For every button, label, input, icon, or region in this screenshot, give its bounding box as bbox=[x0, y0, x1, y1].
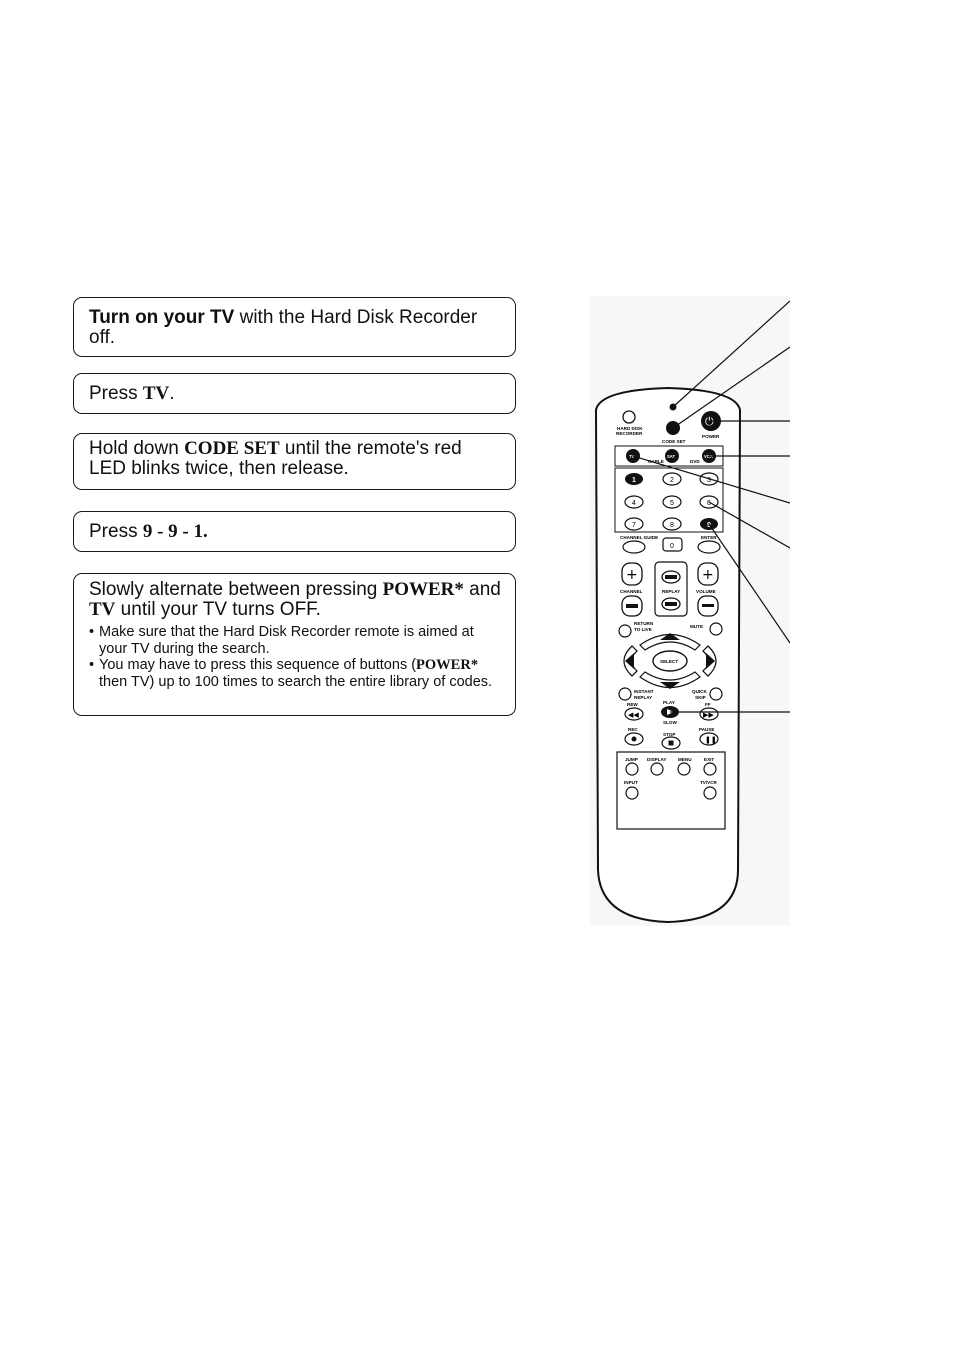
note-2-key: POWER* bbox=[416, 657, 479, 673]
code-set-label: CODE SET bbox=[662, 439, 686, 444]
step-4-post: . bbox=[203, 521, 208, 542]
step-2-key: TV bbox=[142, 383, 170, 404]
menu-label: MENU bbox=[678, 757, 692, 762]
note-2-pre: You may have to press this sequence of buttons ( bbox=[99, 657, 417, 673]
rew-icon: ◀◀ bbox=[628, 711, 639, 719]
replay-icon bbox=[665, 602, 677, 606]
input-label: INPUT bbox=[624, 780, 638, 785]
quick-label: QUICK bbox=[692, 689, 707, 694]
quick-skip-button[interactable] bbox=[710, 688, 722, 700]
digit-1-label: 1 bbox=[632, 477, 636, 484]
step-5-key-power: POWER* bbox=[382, 579, 464, 600]
slow-label: SLOW bbox=[663, 720, 677, 725]
return-to-live-button[interactable] bbox=[619, 625, 631, 637]
step-4-box bbox=[73, 511, 516, 552]
rew-label: REW bbox=[627, 702, 638, 707]
note-item bbox=[89, 657, 503, 690]
jump-button[interactable] bbox=[626, 763, 638, 775]
enter-button[interactable] bbox=[698, 541, 720, 553]
enter-label: ENTER bbox=[701, 535, 717, 540]
channel-guide-button[interactable] bbox=[623, 541, 645, 553]
note-2-post: then TV) up to 100 times to search the entire library of codes. bbox=[99, 673, 493, 690]
step-2-box bbox=[73, 373, 516, 414]
step-5-pre: Slowly alternate between pressing bbox=[89, 579, 383, 600]
note-item bbox=[89, 624, 503, 657]
cable-label: CABLE bbox=[648, 459, 664, 464]
sat-button-label: SAT bbox=[667, 454, 676, 459]
instant-replay-label: REPLAY bbox=[634, 695, 653, 700]
step-5-notes bbox=[89, 624, 503, 690]
digit-6-label: 6 bbox=[707, 500, 711, 507]
channel-guide-label: CHANNEL GUIDE bbox=[620, 535, 659, 540]
back-icon bbox=[665, 575, 677, 579]
play-label: PLAY bbox=[663, 700, 675, 705]
step-1-lead: Turn on your TV bbox=[89, 307, 235, 328]
step-3-box bbox=[73, 433, 516, 490]
replay-label: REPLAY bbox=[662, 589, 681, 594]
step-4-pre: Press bbox=[89, 521, 143, 542]
hdr-button[interactable] bbox=[623, 411, 635, 423]
rec-icon bbox=[632, 737, 637, 742]
step-3-post: until the remote's red LED blinks twice, then release. bbox=[89, 438, 462, 479]
digit-9-label: 9 bbox=[707, 522, 711, 529]
channel-down-icon bbox=[626, 604, 638, 608]
dvd-label: DVD bbox=[690, 459, 700, 464]
ff-label: FF bbox=[705, 702, 711, 707]
tv-vcr-button[interactable] bbox=[704, 787, 716, 799]
tv-vcr-label: TV/VCR bbox=[700, 780, 717, 785]
skip-label: SKIP bbox=[695, 695, 706, 700]
power-label: POWER bbox=[702, 434, 720, 439]
step-2-pre: Press bbox=[89, 383, 143, 404]
select-label: SELECT bbox=[660, 659, 679, 664]
stop-label: STOP bbox=[663, 732, 676, 737]
digit-0-label: 0 bbox=[670, 543, 674, 550]
pause-icon: ❚❚ bbox=[705, 736, 717, 744]
step-1-box bbox=[73, 297, 516, 357]
digit-4-label: 4 bbox=[632, 500, 636, 507]
vcr-button-label: VCR bbox=[704, 454, 713, 459]
digit-5-label: 5 bbox=[670, 500, 674, 507]
remote-illustration bbox=[590, 296, 790, 926]
mute-button[interactable] bbox=[710, 623, 722, 635]
step-4-key: 9 - 9 - 1 bbox=[142, 521, 204, 542]
instant-label: INSTANT bbox=[634, 689, 654, 694]
input-button[interactable] bbox=[626, 787, 638, 799]
note-1-text: Make sure that the Hard Disk Recorder remote is aimed at your TV during the search. bbox=[99, 624, 474, 657]
ff-icon: ▶▶ bbox=[703, 711, 714, 719]
channel-label: CHANNEL bbox=[620, 589, 643, 594]
mute-label: MUTE bbox=[690, 624, 704, 629]
to-live-label: TO LIVE bbox=[634, 627, 652, 632]
step-5-instruction bbox=[89, 580, 503, 620]
digit-3-label: 3 bbox=[707, 477, 711, 484]
channel-up-icon: + bbox=[626, 567, 638, 583]
display-label: DISPLAY bbox=[647, 757, 667, 762]
display-button[interactable] bbox=[651, 763, 663, 775]
digit-7-label: 7 bbox=[632, 522, 636, 529]
volume-label: VOLUME bbox=[696, 589, 716, 594]
step-2-post: . bbox=[169, 383, 175, 404]
volume-up-icon: + bbox=[702, 567, 714, 583]
step-5-key-tv: TV bbox=[89, 599, 116, 620]
step-3-pre: Hold down bbox=[89, 438, 185, 459]
step-5-mid: and bbox=[463, 579, 501, 600]
step-3-key: CODE SET bbox=[184, 438, 280, 459]
power-icon: ⏻ bbox=[705, 415, 714, 428]
step-5-box bbox=[73, 573, 516, 716]
digit-8-label: 8 bbox=[670, 522, 674, 529]
hdr-label-1: HARD DISK bbox=[617, 426, 643, 431]
exit-label: EXIT bbox=[704, 757, 715, 762]
exit-button[interactable] bbox=[704, 763, 716, 775]
tv-button-label: TV bbox=[629, 454, 635, 459]
rec-label: REC bbox=[628, 727, 638, 732]
pause-label: PAUSE bbox=[699, 727, 715, 732]
menu-button[interactable] bbox=[678, 763, 690, 775]
stop-icon bbox=[669, 741, 674, 746]
volume-down-icon bbox=[702, 604, 714, 607]
step-1-text: with the Hard Disk Recorder off. bbox=[89, 307, 478, 348]
return-label: RETURN bbox=[634, 621, 654, 626]
digit-2-label: 2 bbox=[670, 477, 674, 484]
jump-label: JUMP bbox=[625, 757, 638, 762]
instant-replay-button[interactable] bbox=[619, 688, 631, 700]
step-5-post: until your TV turns OFF. bbox=[115, 599, 321, 620]
hdr-label-2: RECORDER bbox=[616, 431, 643, 436]
